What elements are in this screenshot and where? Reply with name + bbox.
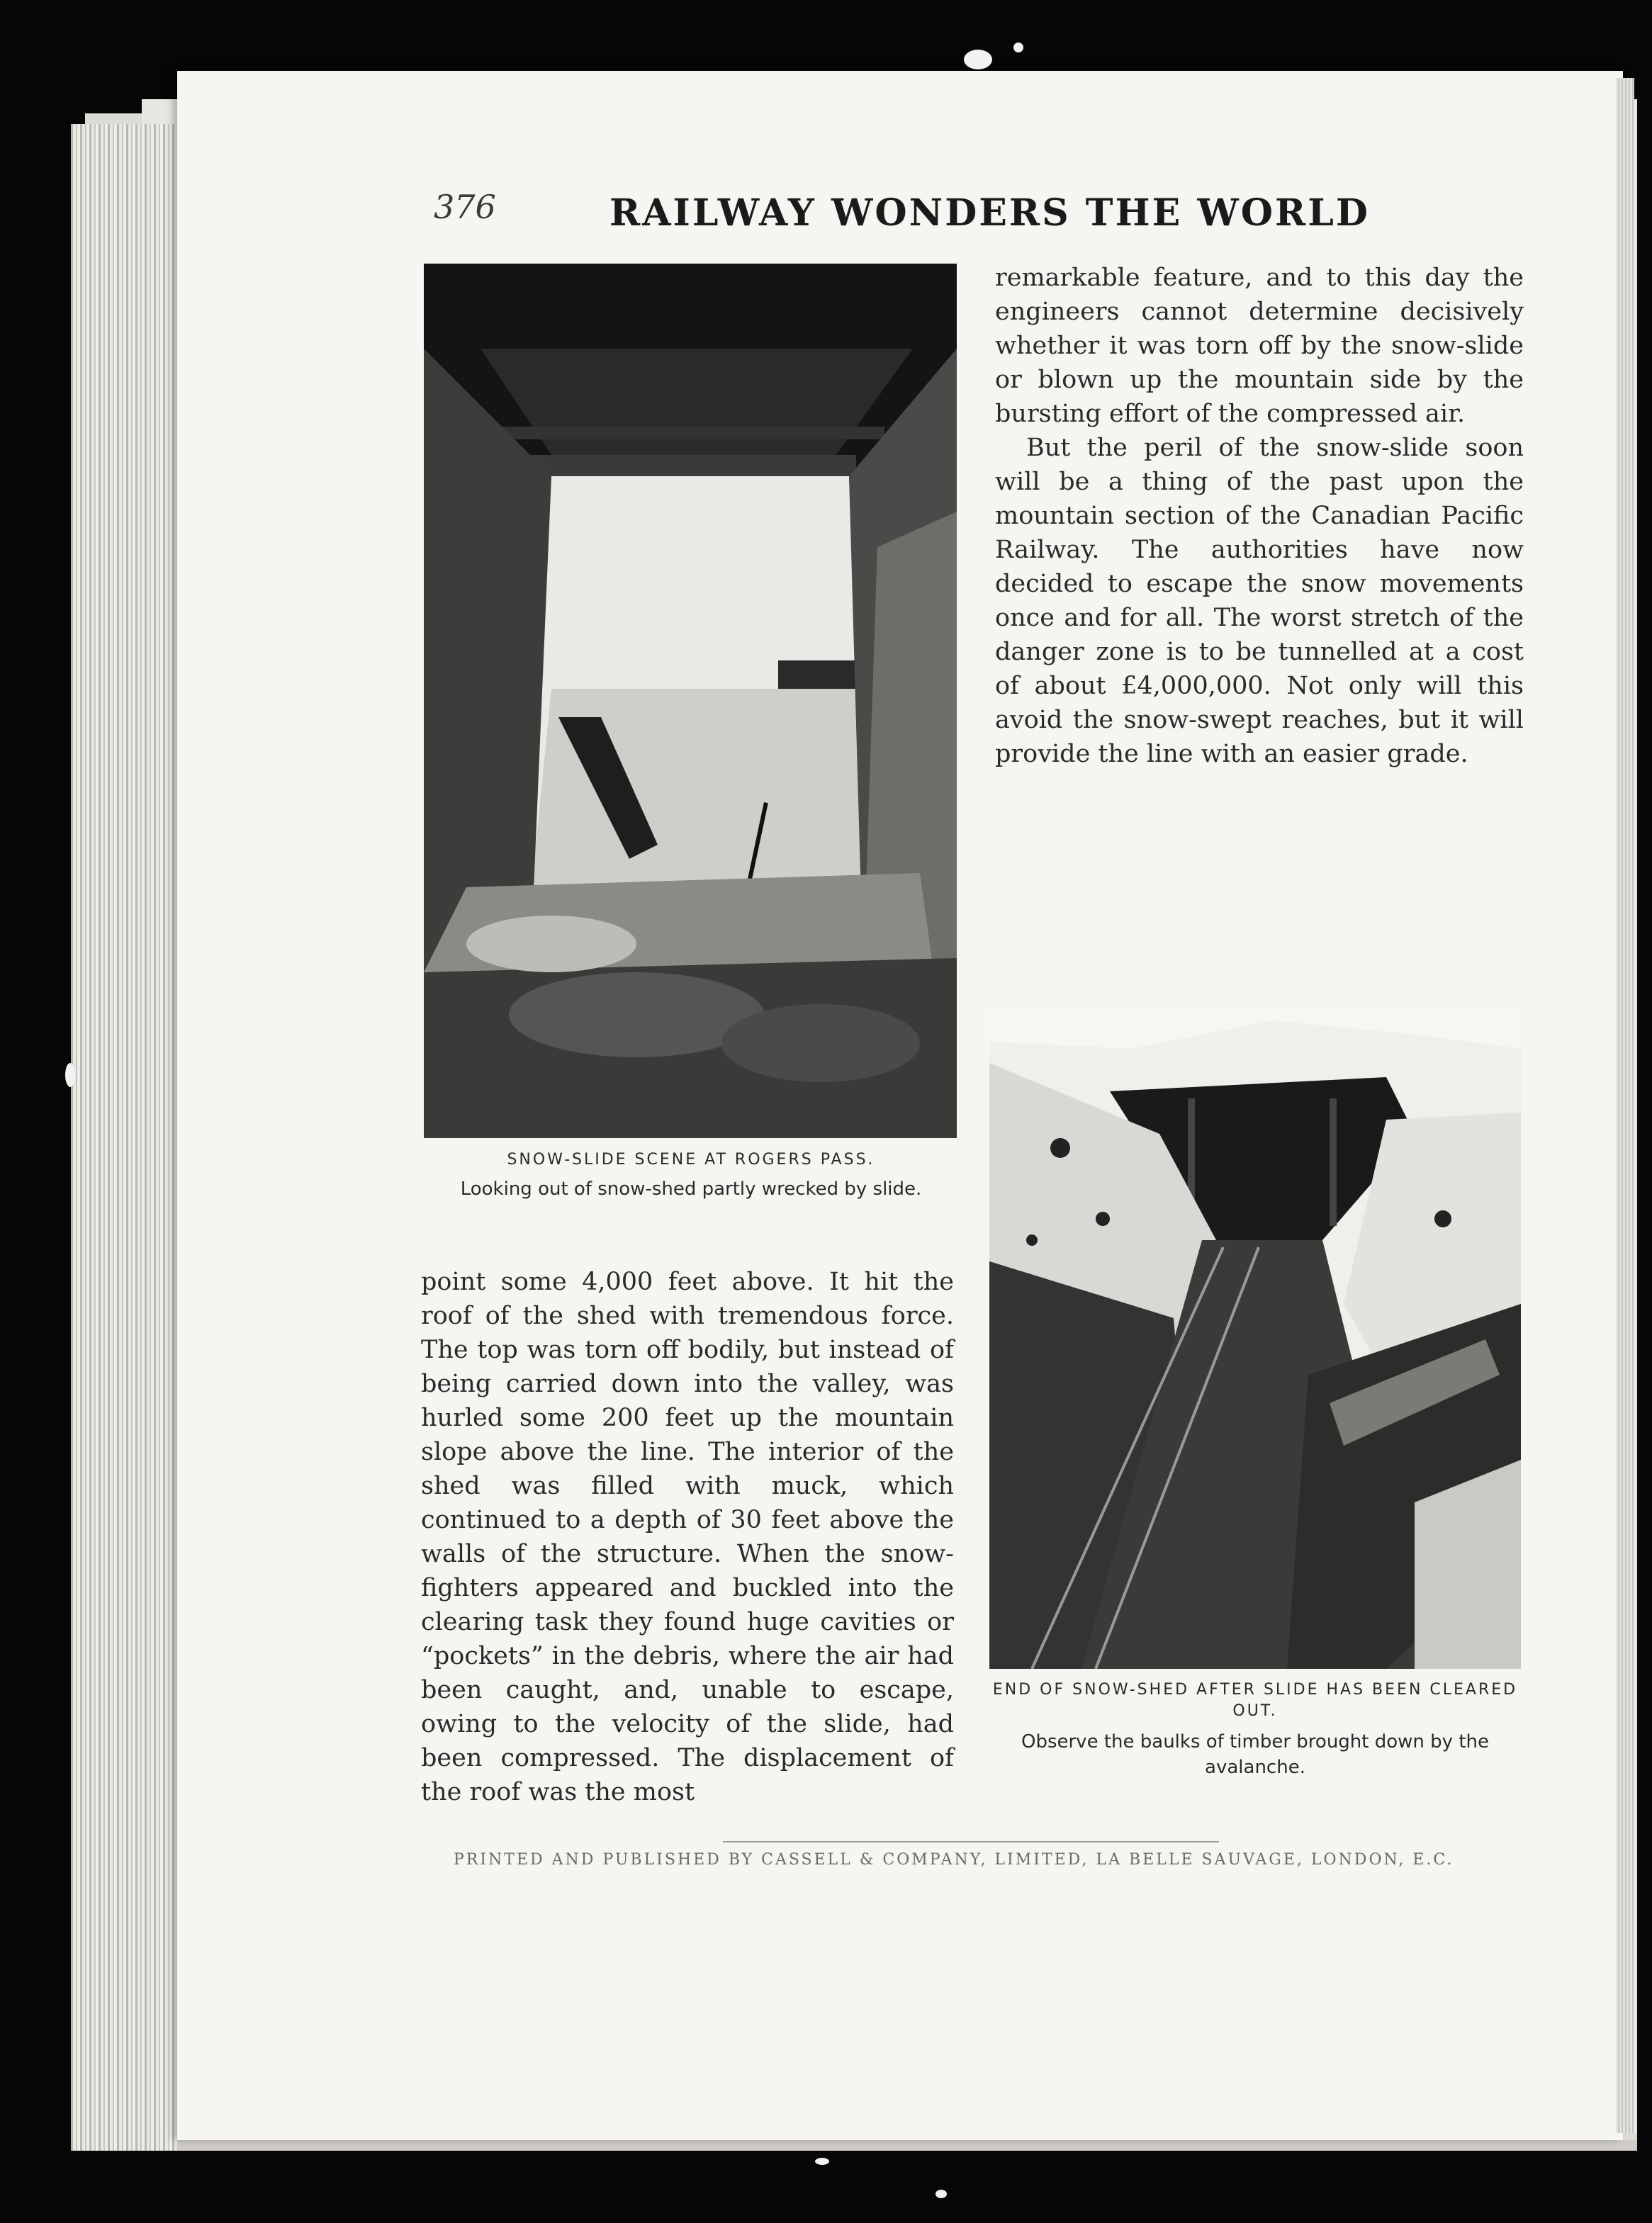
running-head: RAILWAY WONDERS THE WORLD xyxy=(609,191,1370,235)
text-column-right-top xyxy=(995,261,1524,771)
photo-snow-shed-cleared xyxy=(989,1006,1521,1669)
scan-speck xyxy=(65,1063,75,1087)
paragraph: But the peril of the snow-slide soon will be a thing of the past upon the mountain section of the Canadian Pacific Railway. The authorities have now decided to escape the snow movements once and for all. The worst stretch of the danger zone is to be tunnelled at a cost of about £4,000,000. Not only will this avoid the snow-swept reaches, but it will provide the line with an easier grade. xyxy=(995,434,1524,768)
figure-caption-right: Observe the baulks of timber brought down by the avalanche. xyxy=(1021,1731,1489,1778)
book-page-edges xyxy=(71,124,177,2151)
figure-title-left: SNOW-SLIDE SCENE AT ROGERS PASS. xyxy=(507,1151,875,1169)
printer-imprint: PRINTED AND PUBLISHED BY CASSELL & COMPANY, LIMITED, LA BELLE SAUVAGE, LONDON, E.C. xyxy=(454,1851,1454,1869)
paragraph: point some 4,000 feet above. It hit the roof of the shed with tremendous force. The top was torn off bodily, but instead of being carried down into the valley, was hurled some 200 feet up the mountain slope above the line. The interior of the shed was filled with muck, which continued to a depth of 30 feet above the walls of the structure. When the snow-fighters appeared and buckled into the clearing task they found huge cavities or “pockets” in the debris, where the air had been caught, and, unable to escape, owing to the velocity of the slide, had been compressed. The displacement of the roof was the most xyxy=(421,1268,954,1806)
scan-speck xyxy=(964,50,992,69)
text-column-left-bottom xyxy=(421,1265,954,1809)
scan-speck xyxy=(935,2190,947,2198)
footer-rule xyxy=(723,1841,1219,1842)
page-number: 376 xyxy=(434,188,496,226)
figure-title-right: END OF SNOW-SHED AFTER SLIDE HAS BEEN CLEARED OUT. xyxy=(992,1681,1518,1720)
photo-snow-shed-wrecked xyxy=(424,264,957,1138)
book-page-right-edge xyxy=(1616,78,1634,2133)
scan-speck xyxy=(815,2158,829,2165)
scan-speck xyxy=(1013,43,1023,52)
paragraph: remarkable feature, and to this day the engineers cannot determine decisively whether it was torn off by the snow-slide or blown up the mountain side by the bursting effort of the compressed air. xyxy=(995,264,1524,428)
figure-caption-left: Looking out of snow-shed partly wrecked by slide. xyxy=(460,1178,922,1200)
